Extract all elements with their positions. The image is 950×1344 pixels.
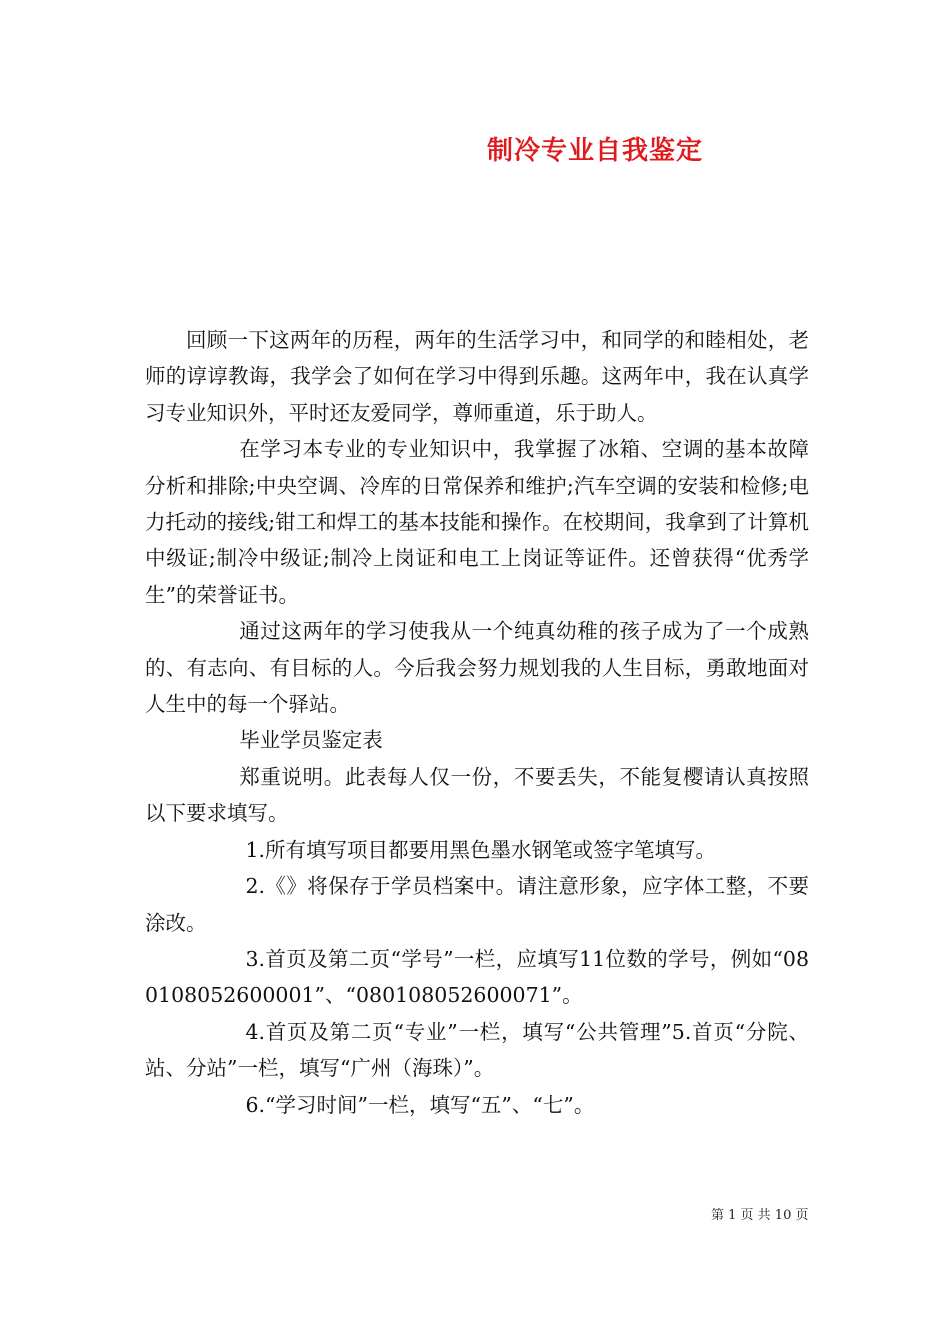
paragraph-rule-2: 2.《》将保存于学员档案中。请注意形象，应字体工整，不要涂改。 xyxy=(145,874,809,935)
paragraph-form-title: 毕业学员鉴定表 xyxy=(239,728,383,753)
paragraph-skills: 在学习本专业的专业知识中，我掌握了冰箱、空调的基本故障分析和排除;中央空调、冷库的日常保养和维护;汽车空调的安装和检修;电力托动的接线;钳工和焊工的基本技能和操作。在校期间，我拿到了计算机中级证;制冷中级证;制冷上岗证和电工上岗证等证件。还曾获得“优秀学生”的荣誉证书。 xyxy=(145,437,809,607)
document-body xyxy=(145,322,809,1123)
paragraph-growth: 通过这两年的学习使我从一个纯真幼稚的孩子成为了一个成熟的、有志向、有目标的人。今后我会努力规划我的人生目标，勇敢地面对人生中的每一个驿站。 xyxy=(145,619,809,717)
page-number-footer: 第 1 页 共 10 页 xyxy=(711,1208,809,1223)
paragraph-rule-4-5: 4.首页及第二页“专业”一栏，填写“公共管理”5.首页“分院、站、分站”一栏，填写“广州（海珠）”。 xyxy=(145,1019,809,1081)
paragraph-review: 回顾一下这两年的历程，两年的生活学习中，和同学的和睦相处，老师的谆谆教诲，我学会了如何在学习中得到乐趣。这两年中，我在认真学习专业知识外，平时还友爱同学，尊师重道，乐于助人。 xyxy=(145,328,809,425)
paragraph-rule-3: 3.首页及第二页“学号”一栏，应填写11位数的学号，例如“080108052600001”、“080108052600071”。 xyxy=(145,946,809,1008)
paragraph-rule-6: 6.“学习时间”一栏，填写“五”、“七”。 xyxy=(245,1092,595,1117)
paragraph-rule-1: 1.所有填写项目都要用黑色墨水钢笔或签字笔填写。 xyxy=(245,837,716,862)
paragraph-notice: 郑重说明。此表每人仅一份，不要丢失，不能复樱请认真按照以下要求填写。 xyxy=(145,764,809,826)
document-title: 制冷专业自我鉴定 xyxy=(487,136,704,166)
